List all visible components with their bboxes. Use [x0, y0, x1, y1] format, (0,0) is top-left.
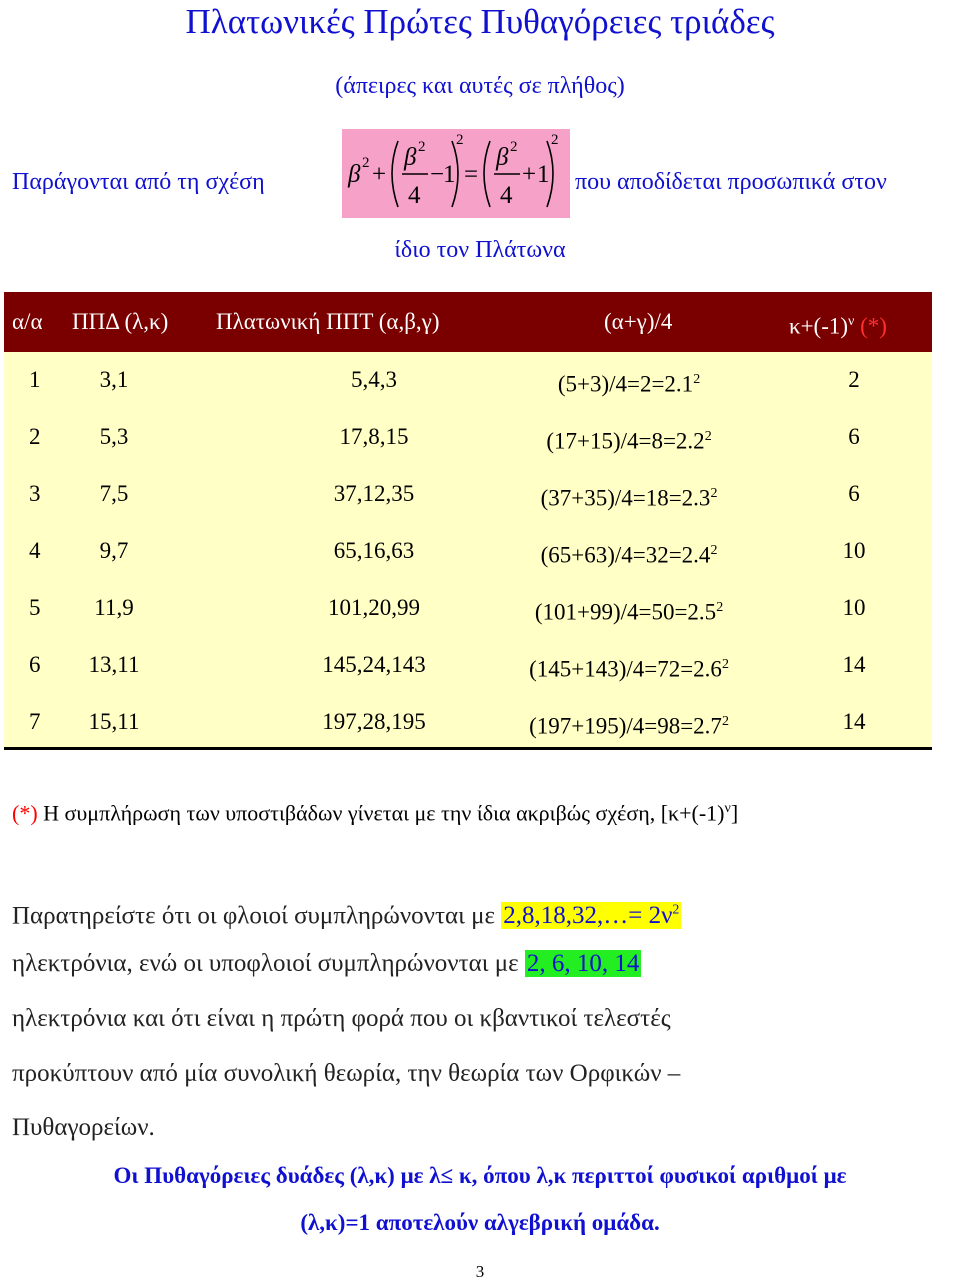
shells-exp: 2	[672, 903, 680, 918]
cell-sum-base: (17+15)/4=8=2.2	[546, 428, 705, 454]
table-header	[4, 292, 932, 352]
page-number: 3	[475, 1262, 485, 1281]
cell-index: 6	[29, 652, 41, 677]
cell-sum	[499, 365, 759, 400]
table-row	[4, 694, 932, 751]
cell-ppd: 11,9	[94, 595, 134, 620]
formula-four: 4	[408, 182, 421, 209]
page-subtitle: (άπειρες και αυτές σε πλήθος)	[335, 73, 625, 99]
cell-k: 6	[848, 424, 860, 449]
paragraph-line	[12, 947, 641, 981]
cell-index: 7	[29, 709, 41, 734]
footnote-star: (*)	[12, 800, 38, 826]
cell-index: 2	[29, 424, 41, 449]
cell-sum	[499, 422, 759, 457]
table-row	[4, 523, 932, 580]
closing-text-a: Οι Πυθαγόρειες δυάδες (λ,κ) με λ	[113, 1163, 441, 1188]
formula-four: 4	[500, 182, 513, 209]
cell-ppt: 65,16,63	[333, 538, 415, 563]
cell-ppt: 17,8,15	[339, 424, 409, 449]
header-index: α/α	[12, 309, 43, 334]
attribution-line-2: ίδιο τον Πλάτωνα	[394, 237, 566, 263]
cell-k: 6	[848, 481, 860, 506]
paragraph-line	[12, 894, 681, 933]
footnote-k-exp: ν	[724, 801, 731, 816]
table-row	[4, 637, 932, 694]
cell-index: 1	[29, 367, 41, 392]
paragraph-text: Παρατηρείστε ότι οι φλοιοί συμπληρώνονται με	[12, 902, 502, 930]
cell-ppt: 5,4,3	[351, 367, 397, 392]
header-sum: (α+γ)/4	[604, 309, 673, 334]
closing-text-b: κ, όπου λ,κ περιττοί φυσικοί αριθμοί με	[453, 1163, 847, 1188]
formula-plus: +	[372, 161, 387, 188]
page-title: Πλατωνικές Πρώτες Πυθαγόρειες τριάδες	[185, 2, 775, 41]
table-row	[4, 580, 932, 637]
footnote-bracket-open: [	[660, 800, 669, 826]
cell-sum-base: (5+3)/4=2=2.1	[557, 371, 694, 397]
table-row	[4, 466, 932, 523]
header-ppt: Πλατωνική ΠΠΤ (α,β,γ)	[216, 309, 440, 334]
cell-ppd: 7,5	[99, 481, 129, 506]
cell-sum	[499, 536, 759, 571]
cell-ppd: 3,1	[99, 367, 129, 392]
paren-open-1	[392, 141, 398, 207]
cell-k: 14	[842, 652, 866, 677]
cell-sum-exp: 2	[710, 543, 718, 558]
formula-beta: β	[496, 144, 509, 171]
footnote-k-base: κ+(-1)	[668, 800, 725, 826]
formula-equals: =	[464, 161, 479, 188]
cell-sum	[499, 479, 759, 514]
footnote	[12, 794, 738, 828]
cell-index: 3	[29, 481, 41, 506]
header-ppd: ΠΠΔ (λ,κ)	[72, 309, 169, 334]
footnote-bracket-close: ]	[730, 800, 739, 826]
cell-ppt: 197,28,195	[322, 709, 426, 734]
formula-one: 1	[443, 161, 456, 188]
table-row	[4, 352, 932, 409]
formula-one: 1	[537, 161, 550, 188]
formula-minus: −	[430, 161, 445, 188]
formula-plus: +	[522, 161, 537, 188]
cell-index: 4	[29, 538, 41, 563]
cell-ppt: 145,24,143	[322, 652, 426, 677]
cell-sum-exp: 2	[710, 486, 718, 501]
paragraph-line: ηλεκτρόνια και ότι είναι η πρώτη φορά που οι κβαντικοί τελεστές	[12, 1005, 671, 1032]
platonic-formula	[342, 129, 570, 218]
footnote-text: Η συμπλήρωση των υποστιβάδων γίνεται με την ίδια ακριβώς σχέση,	[37, 800, 656, 826]
cell-ppt: 101,20,99	[328, 595, 420, 620]
leq-symbol: ≤	[440, 1163, 454, 1188]
header-k-base: κ+(-1)	[789, 313, 849, 339]
cell-k: 10	[842, 595, 866, 620]
shells-formula: 2,8,18,32,…= 2ν	[503, 902, 673, 930]
formula-exp: 2	[510, 139, 518, 155]
table-row	[4, 409, 932, 466]
cell-sum-exp: 2	[716, 600, 724, 615]
paragraph-text: ηλεκτρόνια, ενώ οι υποφλοιοί συμπληρώνονται με	[12, 950, 525, 977]
cell-k: 2	[848, 367, 860, 392]
formula-beta: β	[404, 144, 417, 171]
cell-ppd: 9,7	[99, 538, 129, 563]
cell-k: 10	[842, 538, 866, 563]
cell-sum-base: (101+99)/4=50=2.5	[534, 599, 717, 625]
cell-k: 14	[842, 709, 866, 734]
formula-exp: 2	[418, 139, 426, 155]
header-k	[789, 307, 887, 342]
cell-ppd: 15,11	[88, 709, 140, 734]
table-body	[4, 352, 932, 750]
paragraph-line: Πυθαγορείων.	[12, 1114, 155, 1141]
paragraph-line: προκύπτουν από μία συνολική θεωρία, την θεωρία των Ορφικών –	[12, 1060, 681, 1087]
paren-open-2	[484, 141, 490, 207]
header-k-star: (*)	[860, 313, 887, 339]
cell-sum-exp: 2	[721, 657, 729, 672]
cell-sum-base: (145+143)/4=72=2.6	[529, 656, 722, 682]
closing-line-1	[0, 1160, 960, 1192]
subshells-highlight: 2, 6, 10, 14	[526, 950, 640, 977]
cell-sum-exp: 2	[721, 714, 729, 729]
cell-sum-exp: 2	[693, 372, 701, 387]
cell-index: 5	[29, 595, 41, 620]
cell-sum-base: (37+35)/4=18=2.3	[540, 485, 711, 511]
formula-exp: 2	[551, 132, 559, 148]
cell-sum-exp: 2	[704, 429, 712, 444]
cell-ppd: 5,3	[99, 424, 129, 449]
shells-highlight	[501, 902, 681, 929]
cell-sum	[499, 593, 759, 628]
cell-sum-base: (197+195)/4=98=2.7	[529, 713, 722, 739]
formula-beta: β	[348, 161, 361, 188]
formula-exp: 2	[362, 155, 370, 171]
cell-ppd: 13,11	[88, 652, 140, 677]
closing-line-2: (λ,κ)=1 αποτελούν αλγεβρική ομάδα.	[300, 1210, 660, 1235]
attribution-line-1: που αποδίδεται προσωπικά στον	[575, 169, 887, 195]
cell-sum-base: (65+63)/4=32=2.4	[540, 542, 711, 568]
cell-ppt: 37,12,35	[333, 481, 415, 506]
formula-exp: 2	[456, 132, 464, 148]
cell-sum	[499, 707, 759, 742]
cell-sum	[499, 650, 759, 685]
table-bottom-rule	[4, 747, 932, 750]
derived-from-label: Παράγονται από τη σχέση	[12, 169, 265, 195]
header-k-exp: ν	[848, 314, 855, 329]
formula-box	[342, 129, 570, 218]
